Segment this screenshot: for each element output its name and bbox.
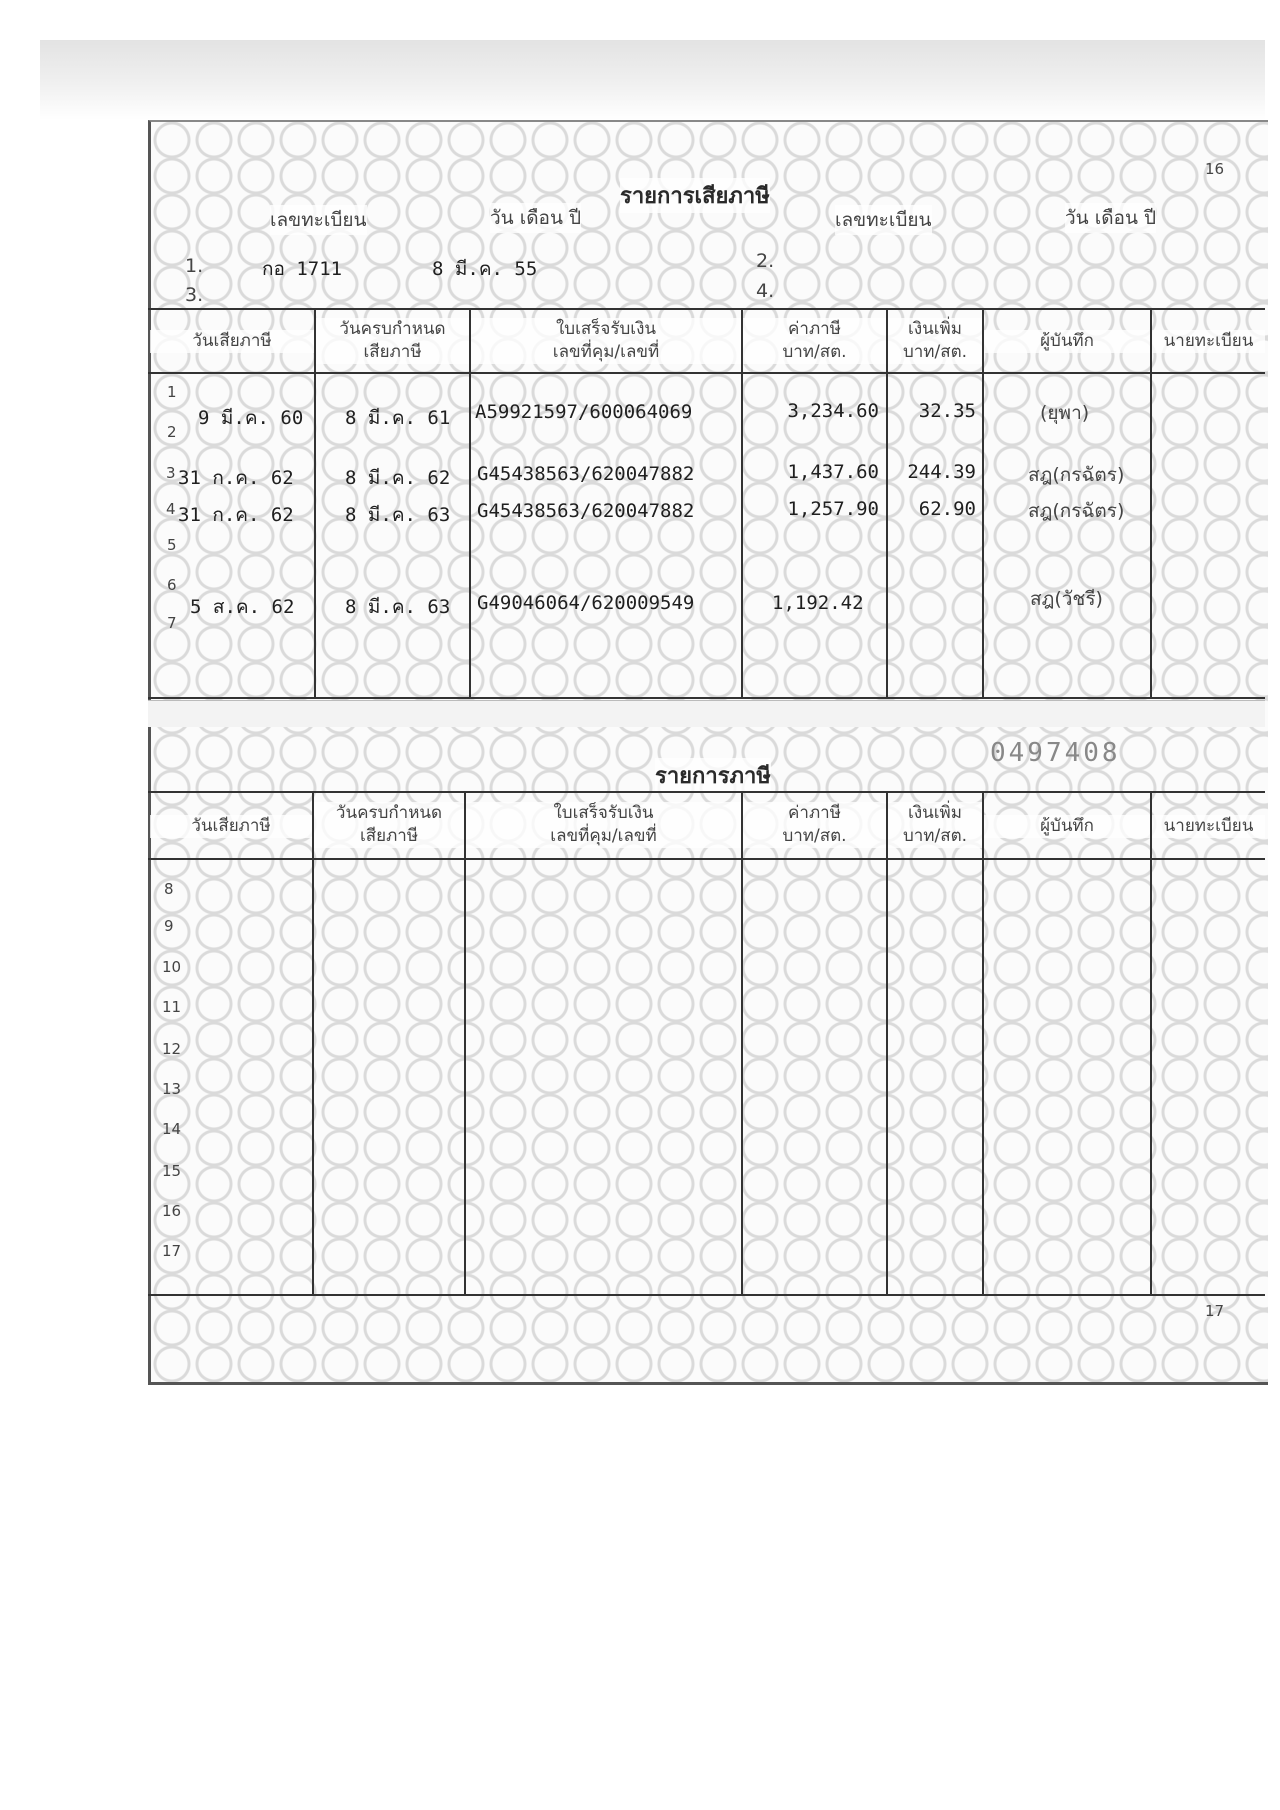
row-number: 15 [162,1162,182,1180]
registration-4-number: 4. [756,280,775,302]
t1-header-receipt-line1: ใบเสร็จรับเงิน [555,319,657,339]
cell-receipt: G49046064/620009549 [477,592,695,614]
registration-2-number: 2. [756,250,775,272]
cell-due-date: 8 มี.ค. 61 [345,407,451,429]
t2-header-surcharge-line2: บาท/สต. [902,826,968,846]
row-number: 17 [162,1242,182,1260]
cell-payment-date: 9 มี.ค. 60 [198,407,304,429]
t1-header-tax [743,318,886,364]
t2-header-due-date [314,802,464,848]
table1-col-divider [1150,308,1152,697]
t1-header-due-date [316,318,469,364]
t1-header-registrar: นายทะเบียน [1152,330,1265,353]
t2-header-surcharge [888,802,982,848]
t2-header-due-date-line1: วันครบกำหนด [335,803,443,823]
cell-surcharge: 32.35 [918,400,976,422]
t2-header-receipt-line2: เลขที่คุม/เลขที่ [550,826,657,846]
cell-receipt: G45438563/620047882 [477,500,695,522]
reg-label-right: เลขทะเบียน [835,205,932,235]
t1-header-receipt-line2: เลขที่คุม/เลขที่ [552,342,660,362]
row-number: 7 [167,614,177,632]
table2-top-border [148,791,1265,793]
row-number: 3 [166,464,176,482]
serial-number: 0497408 [990,738,1121,768]
top-page-number: 16 [1205,160,1225,178]
row-number: 5 [167,536,177,554]
section2-title: รายการภาษี [655,758,771,793]
table1-bottom-border [148,697,1265,699]
t1-header-surcharge [888,318,982,364]
t2-header-tax-line2: บาท/สต. [782,826,847,846]
t2-header-surcharge-line1: เงินเพิ่ม [908,803,962,823]
registration-1-date: 8 มี.ค. 55 [432,258,538,280]
t2-header-payment-date: วันเสียภาษี [150,815,312,838]
table1-col-divider [314,308,316,697]
t1-header-recorder: ผู้บันทึก [984,330,1150,353]
cell-recorder: (ยุพา) [1040,402,1090,424]
t2-header-tax [743,802,886,848]
cell-payment-date: 5 ส.ค. 62 [190,596,295,618]
registration-3-number: 3. [185,284,204,306]
row-number: 1 [167,383,177,401]
cell-tax: 1,437.60 [787,461,879,483]
cell-recorder: สฎ(กรฉัตร) [1028,500,1125,522]
cell-surcharge: 62.90 [918,498,976,520]
cell-tax: 1,257.90 [787,498,879,520]
row-number: 6 [167,576,177,594]
date-label-left: วัน เดือน ปี [490,203,581,233]
row-number: 8 [164,880,174,898]
t2-header-tax-line1: ค่าภาษี [788,803,841,823]
row-number: 16 [162,1202,182,1220]
cell-payment-date: 31 ก.ค. 62 [178,504,294,526]
cell-receipt: A59921597/600064069 [475,401,693,423]
cell-recorder: สฎ(กรฉัตร) [1028,464,1125,486]
t1-header-due-date-line1: วันครบกำหนด [339,319,446,339]
cell-due-date: 8 มี.ค. 63 [345,596,451,618]
row-number: 2 [167,423,177,441]
table1-col-divider [469,308,471,697]
cell-surcharge: 244.39 [907,461,976,483]
cell-recorder: สฎ(วัชรี) [1030,588,1103,610]
table2-col-divider [1150,791,1152,1294]
t1-header-due-date-line2: เสียภาษี [363,342,422,362]
table2-col-divider [741,791,743,1294]
row-number: 13 [162,1080,182,1098]
cell-receipt: G45438563/620047882 [477,463,695,485]
table2-col-divider [464,791,466,1294]
page-fold [148,700,1265,727]
t1-header-tax-line2: บาท/สต. [782,342,847,362]
registration-1-plate: กอ 1711 [262,258,343,280]
reg-label-left: เลขทะเบียน [270,205,367,235]
table2-col-divider [982,791,984,1294]
cell-tax: 1,192.42 [772,592,864,614]
registration-1-number: 1. [185,255,204,277]
t1-header-surcharge-line2: บาท/สต. [902,342,968,362]
table2-header-border [148,858,1265,860]
t2-header-due-date-line2: เสียภาษี [359,826,419,846]
t2-header-receipt-line1: ใบเสร็จรับเงิน [553,803,654,823]
row-number: 4 [166,500,176,518]
cell-due-date: 8 มี.ค. 63 [345,504,451,526]
cell-tax: 3,234.60 [787,400,879,422]
row-number: 9 [164,917,174,935]
cell-payment-date: 31 ก.ค. 62 [178,467,294,489]
t2-header-recorder: ผู้บันทึก [984,815,1150,838]
t1-header-receipt [471,318,741,364]
row-number: 14 [162,1120,182,1138]
table2-bottom-border [148,1294,1265,1296]
cell-due-date: 8 มี.ค. 62 [345,467,451,489]
t2-header-registrar: นายทะเบียน [1152,815,1265,838]
row-number: 11 [162,998,182,1016]
bottom-page-number: 17 [1205,1302,1225,1320]
t1-header-tax-line1: ค่าภาษี [788,319,841,339]
section1-title: รายการเสียภาษี [620,178,770,213]
table1-col-divider [982,308,984,697]
t2-header-receipt [466,802,741,848]
t1-header-payment-date: วันเสียภาษี [150,330,314,353]
table2-col-divider [312,791,314,1294]
date-label-right: วัน เดือน ปี [1065,203,1156,233]
row-number: 12 [162,1040,182,1058]
table2-col-divider [886,791,888,1294]
scan-shadow [40,40,1265,120]
t1-header-surcharge-line1: เงินเพิ่ม [908,319,962,339]
row-number: 10 [162,958,182,976]
